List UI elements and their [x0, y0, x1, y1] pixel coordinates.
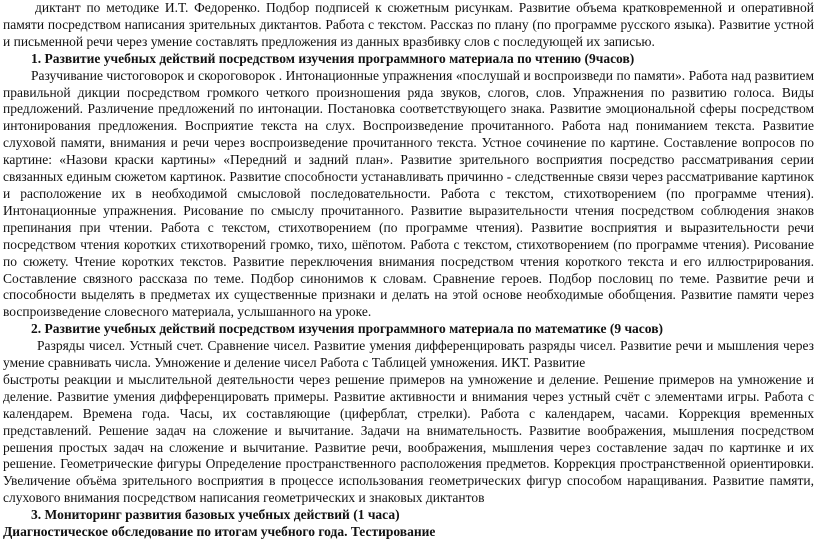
section-1-heading: 1. Развитие учебных действий посредством изучения программного материала по чтению (9часов): [31, 50, 635, 66]
section-2-heading: 2. Развитие учебных действий посредством изучения программного материала по математике (9 часов): [31, 321, 664, 337]
section-3-body: Диагностическое обследование по итогам учебного года. Тестирование: [3, 524, 436, 540]
section-3-heading: 3. Мониторинг развития базовых учебных действий (1 часа): [31, 507, 400, 523]
section-2-body-first: Разряды чисел. Устный счет. Сравнение чисел. Развитие умения дифференцировать разряды чисел. Развитие речи и мышления через умение сравнивать числа. Умножение и деление чисел Работа с Таблицей умножения. ИКТ. Развитие: [3, 338, 814, 371]
section-2-body-rest: быстроты реакции и мыслительной деятельности через решение примеров на умножение и деление. Решение примеров на умножение и деление. Развитие умения дифференцировать примеры. Развитие активности и внимания через устный счёт с элементами игры. Работа с календарем. Времена года. Часы, их составляющие (циферблат, стрелки). Работа с календарем, часами. Коррекция временных представлений. Решение задач на сложение и вычитание. Задачи на внимательность. Развитие воображения, мышления посредством решения простых задач на сложение и вычитание. Развитие речи, воображения, мышления через составление задач по картинке и их решение. Геометрические фигуры Определение пространственного расположения предметов. Коррекция пространственной ориентировки. Увеличение объёма зрительного восприятия в процессе использования геометрических фигур способом наращивания. Развитие памяти, слухового внимания посредством написания геометрических и знаковых диктантов: [3, 371, 814, 506]
section-1-body: Разучивание чистоговорок и скороговорок . Интонационные упражнения «послушай и воспроизведи по памяти». Работа над развитием правильной дикции посредством громкого четкого произношения ряда звуков, слогов, слов. Упражнения по развитию голоса. Виды предложений. Различение предложений по интонации. Постановка соответствующего знака. Развитие эмоциональной сферы посредством интонирования предложения. Восприятие текста на слух. Воспроизведение прочитанного. Работа над пониманием текста. Развитие слуховой памяти, внимания и речи через воспроизведение прочитанного текста. Устное сочинение по картине. Составление вопросов по картине: «Назови краски картины» «Передний и задний план». Развитие зрительного восприятия посредство рассматривания серии связанных единым сюжетом картинок. Развитие способности устанавливать причинно - следственные связи через рассматривание картинок и расположение их в необходимой смысловой последовательности. Работа с текстом, стихотворением (по программе чтения). Интонационные упражнения. Рисование по смыслу прочитанного. Развитие выразительности чтения посредством соблюдения знаков препинания при чтении. Работа с текстом, стихотворением (по программе чтения). Развитие восприятия и выразительности речи посредством чтения коротких стихотворений громко, тихо, шёпотом. Работа с текстом, стихотворением (по программе чтения). Рисование по сюжету. Чтение коротких текстов. Развитие переключения внимания посредством чтения короткого текста и его иллюстрирования. Составление связного рассказа по теме. Подбор синонимов к словам. Сравнение героев. Подбор пословиц по теме. Развитие речи и способности выделять в предметах их существенные признаки и делать на этой основе необходимые обобщения. Развитие памяти через воспроизведение словесного материала, услышанного на уроке.: [3, 67, 814, 320]
intro-paragraph: диктант по методике И.Т. Федоренко. Подбор подписей к сюжетным рисункам. Развитие объема кратковременной и оперативной памяти посредством написания зрительных диктантов. Работа с текстом. Рассказ по плану (по программе русского языка). Развитие устной и письменной речи через умение составлять предложения из данных вразбивку слов с последующей их записью.: [3, 0, 814, 49]
